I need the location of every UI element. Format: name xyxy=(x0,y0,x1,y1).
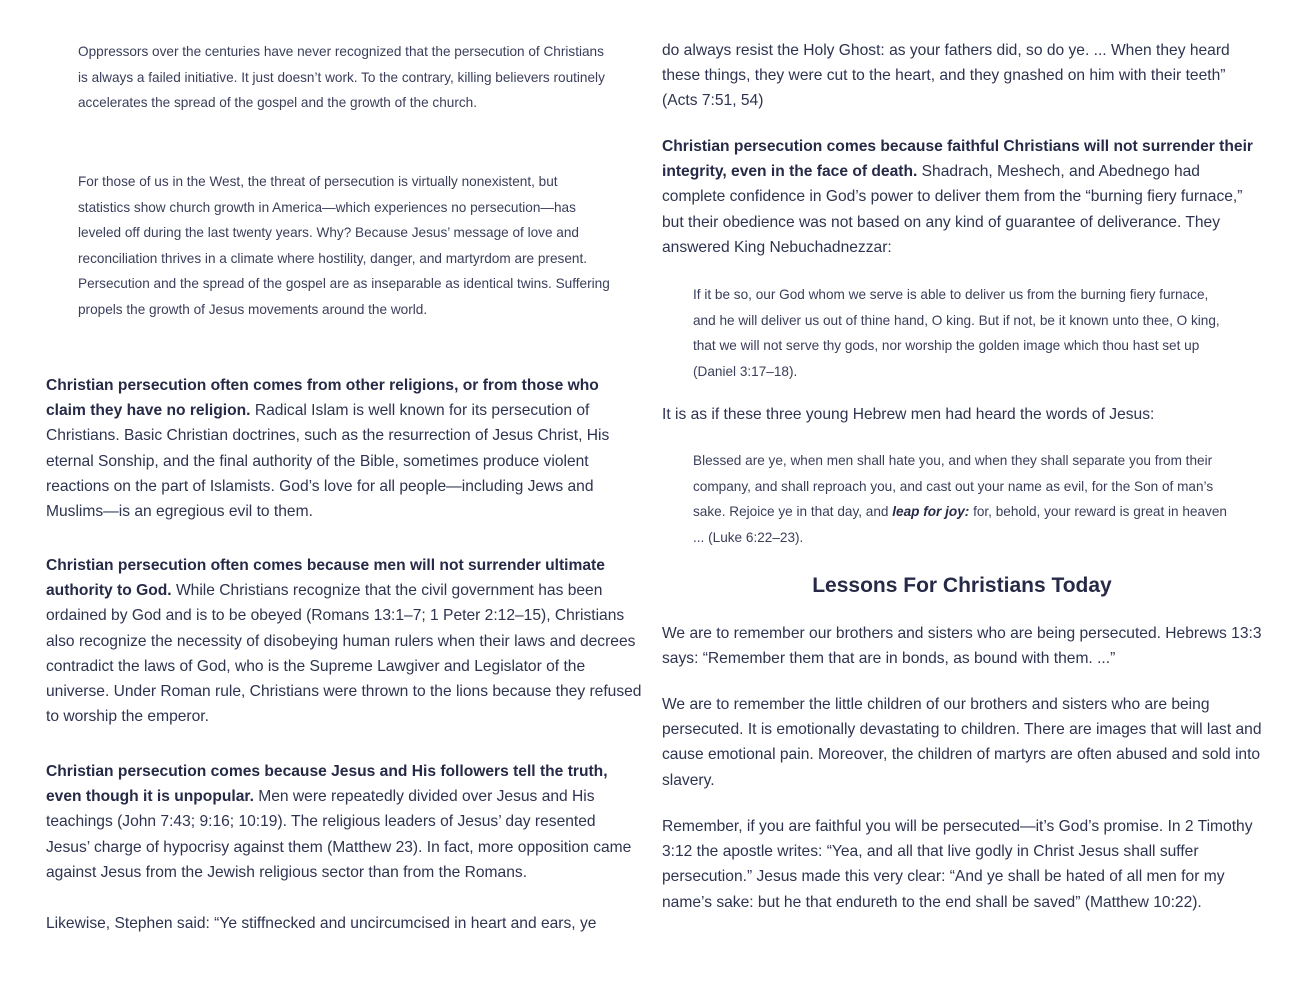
text-integrity: Shadrach, Meshech, and Abednego had complete confidence in God’s power to deliver them from the “burning fiery furnace,” but their obedience was not based on any kind of guarantee of deliverance. They answered King Nebuchadnezzar: xyxy=(662,163,1243,256)
paragraph-gods-promise: Remember, if you are faithful you will be persecuted—it’s God’s promise. In 2 Timothy 3:12 the apostle writes: “Yea, and all that live godly in Christ Jesus shall suffer persecution.” Jesus made this very clear: “And ye shall be hated of all men for my name’s sake: but he that endureth to the end shall be saved” (Matthew 10:22). xyxy=(662,818,1253,911)
lead-in-authority-to-god: Christian persecution often comes because men will not surrender ultimate authority to God. xyxy=(46,557,605,600)
paragraph-other-religions xyxy=(46,373,642,524)
text-other-religions: Radical Islam is well known for its persecution of Christians. Basic Christian doctrines, such as the resurrection of Jesus Christ, His eternal Sonship, and the final authority of the Bible, sometimes produce violent reactions on the part of Islamists. God’s love for all people—including Jews and Muslims—is an egregious evil to them. xyxy=(46,402,610,521)
section-heading: Lessons For Christians Today xyxy=(812,574,1112,597)
luke-quote-emphasis: leap for joy: xyxy=(892,504,970,520)
paragraph-tell-the-truth xyxy=(46,759,642,885)
lead-in-other-religions: Christian persecution often comes from other religions, or from those who claim they have no religion. xyxy=(46,377,599,420)
luke-quote-start: Blessed are ye, when men shall hate you, and when they shall separate you from their company, and shall reproach you, and cast out your name as evil, for the Son of man’s sake. Rejoice ye in that day, and xyxy=(693,453,1214,520)
luke-quote-end: for, behold, your reward is great in heaven ... (Luke 6:22–23). xyxy=(693,504,1227,545)
text-tell-the-truth: Men were repeatedly divided over Jesus and His teachings (John 7:43; 9:16; 10:19). The religious leaders of Jesus’ day resented Jesus’ charge of hypocrisy against them (Matthew 23). In fact, more opposition came against Jesus from the Jewish religious sector than from the Romans. xyxy=(46,788,632,881)
lead-in-integrity: Christian persecution comes because faithful Christians will not surrender their integrity, even in the face of death. xyxy=(662,138,1253,181)
paragraph-integrity xyxy=(662,134,1262,260)
block-quote-daniel: If it be so, our God whom we serve is able to deliver us from the burning fiery furnace, and he will deliver us out of thine hand, O king. But if not, be it known unto thee, O king, that we will not serve thy gods, nor worship the golden image which thou hast set up (Daniel 3:17–18). xyxy=(693,287,1220,379)
paragraph-acts-quote: do always resist the Holy Ghost: as your fathers did, so do ye. ... When they heard these things, they were cut to the heart, and they gnashed on him with their teeth” (Acts 7:51, 54) xyxy=(662,42,1230,110)
paragraph-authority-to-god xyxy=(46,553,642,729)
paragraph-stephen: Likewise, Stephen said: “Ye stiffnecked and uncircumcised in heart and ears, ye xyxy=(46,915,597,932)
lead-in-tell-the-truth: Christian persecution comes because Jesus and His followers tell the truth, even though it is unpopular. xyxy=(46,763,608,806)
block-quote-west-persecution: For those of us in the West, the threat of persecution is virtually nonexistent, but statistics show church growth in America—which experiences no persecution—has leveled off during the last twenty years. Why? Because Jesus’ message of love and reconciliation thrives in a climate where hostility, danger, and martyrdom are present. Persecution and the spread of the gospel are as inseparable as identical twins. Suffering propels the growth of Jesus movements around the world. xyxy=(78,174,610,317)
paragraph-hebrew-men: It is as if these three young Hebrew men had heard the words of Jesus: xyxy=(662,406,1155,423)
text-authority-to-god: While Christians recognize that the civil government has been ordained by God and is to be obeyed (Romans 13:1–7; 1 Peter 2:12–15), Christians also recognize the necessity of disobeying human rulers when their laws and decrees contradict the laws of God, who is the Supreme Lawgiver and Legislator of the universe. Under Roman rule, Christians were thrown to the lions because they refused to worship the emperor. xyxy=(46,582,642,726)
block-quote-failed-initiative: Oppressors over the centuries have never recognized that the persecution of Christians is always a failed initiative. It just doesn’t work. To the contrary, killing believers routinely accelerates the spread of the gospel and the growth of the church. xyxy=(78,44,605,111)
paragraph-remember-children: We are to remember the little children of our brothers and sisters who are being persecuted. It is emotionally devastating to children. There are images that will last and cause emotional pain. Moreover, the children of martyrs are often abused and sold into slavery. xyxy=(662,696,1262,789)
block-quote-luke xyxy=(693,448,1228,550)
paragraph-remember-brothers: We are to remember our brothers and sisters who are being persecuted. Hebrews 13:3 says: “Remember them that are in bonds, as bound with them. ...” xyxy=(662,625,1262,668)
